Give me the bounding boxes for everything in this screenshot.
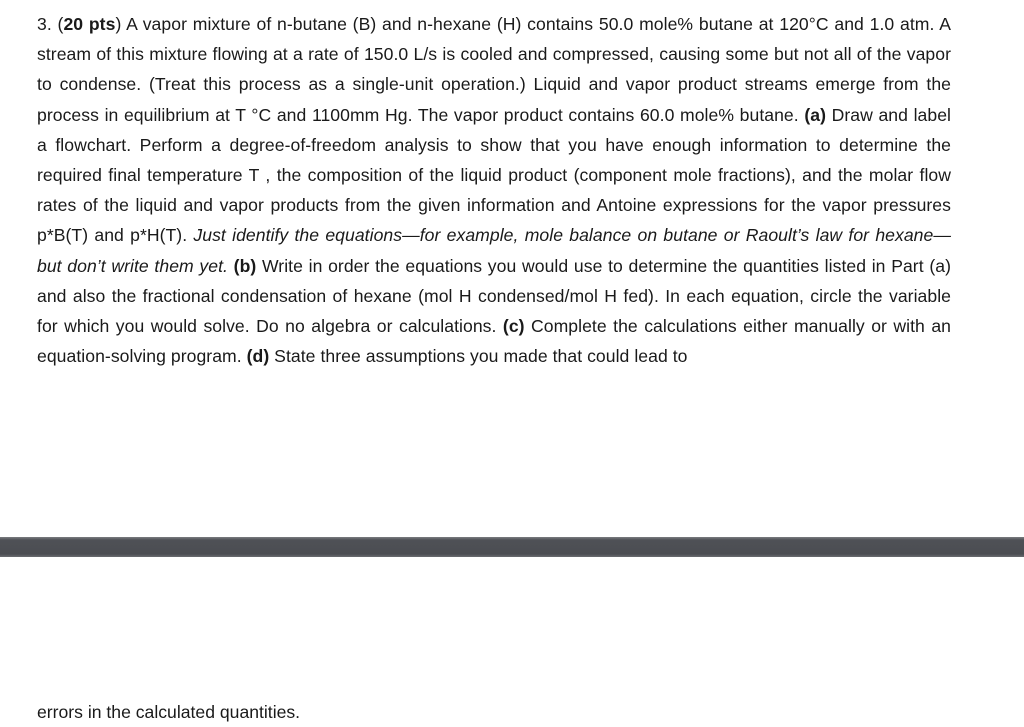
part-a-text: Draw and label a flowchart. Perform a degree-of-freedom analysis to show that you have enough information to determine the required final temperature T , the composition of the liquid product (component mole fractions), and the molar flow rates of the liquid and vapor products from the given information and Antoine expressions for the vapor pressures p*B(T) and p*H(T). — [37, 104, 952, 246]
problem-intro: ) A vapor mixture of n-butane (B) and n-hexane (H) contains 50.0 mole% butane at 120°C and 1.0 atm. A stream of this mixture flowing at a rate of 150.0 L/s is cooled and compressed, causing some but not all of the vapor to condense. (Treat this process as a single-unit operation.) Liquid and vapor product streams emerge from the process in equilibrium at T °C and 1100mm Hg. The vapor product contains 60.0 mole% butane. — [37, 14, 951, 125]
part-c-label: (c) — [502, 316, 525, 337]
part-b-text: Write in order the equations you would use to determine the quantities listed in Part (a) and also the fractional condensation of hexane (mol H condensed/mol H fed). In each equation, circle the variable for which you would solve. Do no algebra or calculations. — [37, 255, 951, 337]
problem-points: 20 pts — [63, 14, 116, 34]
part-b-label: (b) — [233, 255, 257, 276]
continuation-text: errors in the calculated quantities. — [37, 702, 301, 722]
problem-statement — [37, 9, 951, 371]
part-a-italic-note: Just identify the equations—for example, mole balance on butane or Raoult’s law for hexane—but don’t write them yet. — [37, 225, 951, 276]
part-d-text: State three assumptions you made that could lead to — [269, 346, 688, 367]
page-break-divider — [0, 537, 1024, 557]
part-a-label: (a) — [804, 104, 826, 125]
part-c-text: Complete the calculations either manually or with an equation-solving program. — [37, 316, 951, 367]
part-d-label: (d) — [246, 346, 270, 367]
problem-number: 3. ( — [37, 14, 64, 34]
